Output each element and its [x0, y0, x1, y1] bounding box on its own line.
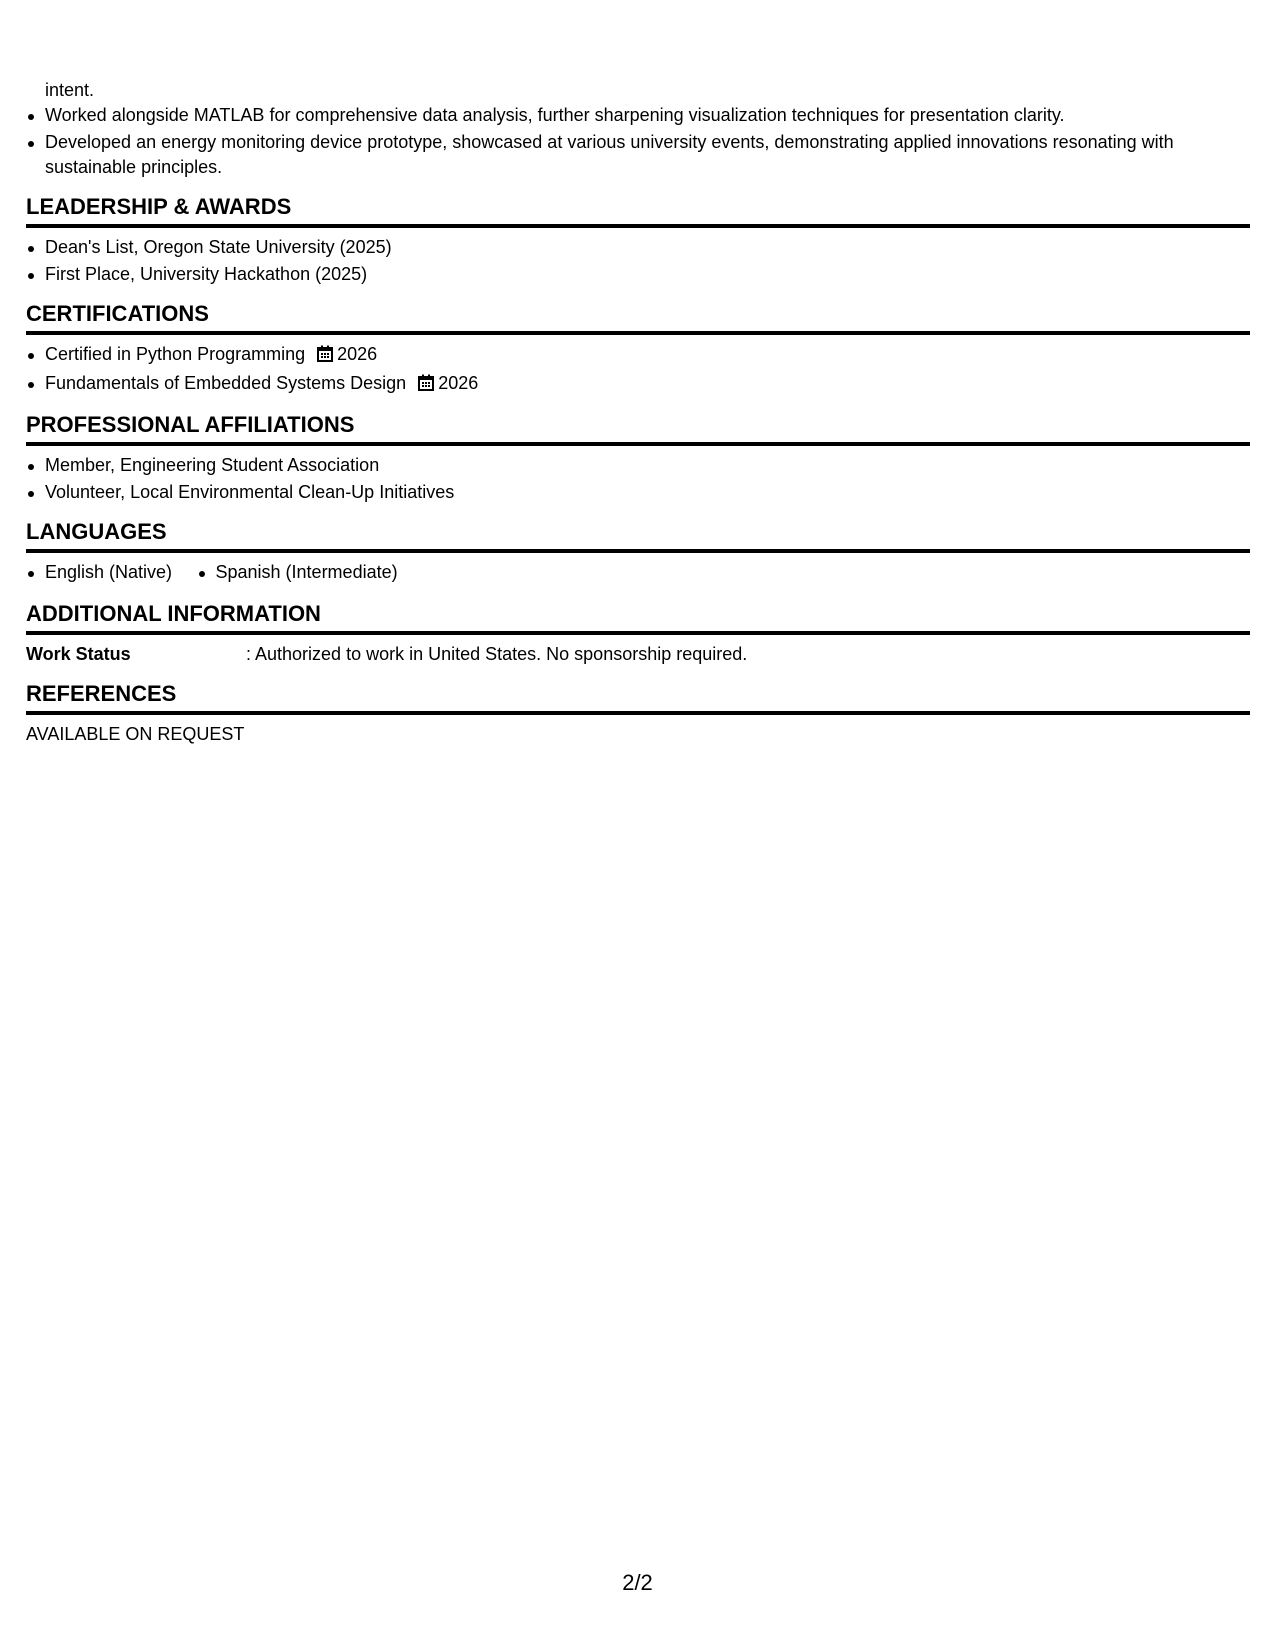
list-item — [26, 342, 1250, 369]
certification-name: Certified in Python Programming — [45, 344, 306, 364]
section-title: LANGUAGES — [26, 519, 167, 544]
section-divider — [26, 442, 1250, 446]
section-divider — [26, 631, 1250, 635]
certification-year: 2026 — [337, 344, 378, 364]
section-divider — [26, 711, 1250, 715]
list-item — [26, 371, 1250, 398]
leadership-list — [26, 235, 1250, 287]
section-affiliations — [26, 411, 1250, 505]
section-leadership — [26, 193, 1250, 287]
references-text: AVAILABLE ON REQUEST — [26, 724, 245, 744]
list-item: Worked alongside MATLAB for comprehensive data analysis, further sharpening visualization techniques for presentation clarity. — [26, 103, 1250, 128]
list-item: Spanish (Intermediate) — [197, 560, 398, 585]
continued-bullets — [26, 103, 1250, 180]
calendar-icon — [418, 373, 434, 398]
section-title: ADDITIONAL INFORMATION — [26, 601, 321, 626]
certification-year: 2026 — [438, 373, 479, 393]
list-item: Dean's List, Oregon State University (2025) — [26, 235, 1250, 260]
section-divider — [26, 331, 1250, 335]
continued-text: intent. — [45, 80, 95, 100]
affiliations-list — [26, 453, 1250, 505]
info-value: : Authorized to work in United States. No sponsorship required. — [246, 644, 748, 664]
section-additional-information — [26, 600, 1250, 667]
list-item: Developed an energy monitoring device prototype, showcased at various university events, demonstrating applied innovations resonating with sustainable principles. — [26, 130, 1250, 180]
certifications-list — [26, 342, 1250, 398]
section-certifications — [26, 300, 1250, 398]
section-title: CERTIFICATIONS — [26, 301, 209, 326]
section-title: REFERENCES — [26, 681, 177, 706]
list-item: First Place, University Hackathon (2025) — [26, 262, 1250, 287]
list-item: English (Native) — [26, 560, 172, 585]
section-divider — [26, 224, 1250, 228]
section-title: PROFESSIONAL AFFILIATIONS — [26, 412, 355, 437]
info-label: Work Status — [26, 644, 131, 664]
certification-name: Fundamentals of Embedded Systems Design — [45, 373, 407, 393]
languages-list — [26, 560, 1250, 587]
section-divider — [26, 549, 1250, 553]
calendar-icon — [317, 344, 333, 369]
section-references — [26, 680, 1250, 747]
list-item: Member, Engineering Student Association — [26, 453, 1250, 478]
info-row — [26, 642, 1250, 667]
section-title: LEADERSHIP & AWARDS — [26, 194, 292, 219]
section-languages — [26, 518, 1250, 587]
list-item: Volunteer, Local Environmental Clean-Up Initiatives — [26, 480, 1250, 505]
page-number: 2/2 — [622, 1570, 653, 1595]
resume-content — [26, 78, 1250, 747]
